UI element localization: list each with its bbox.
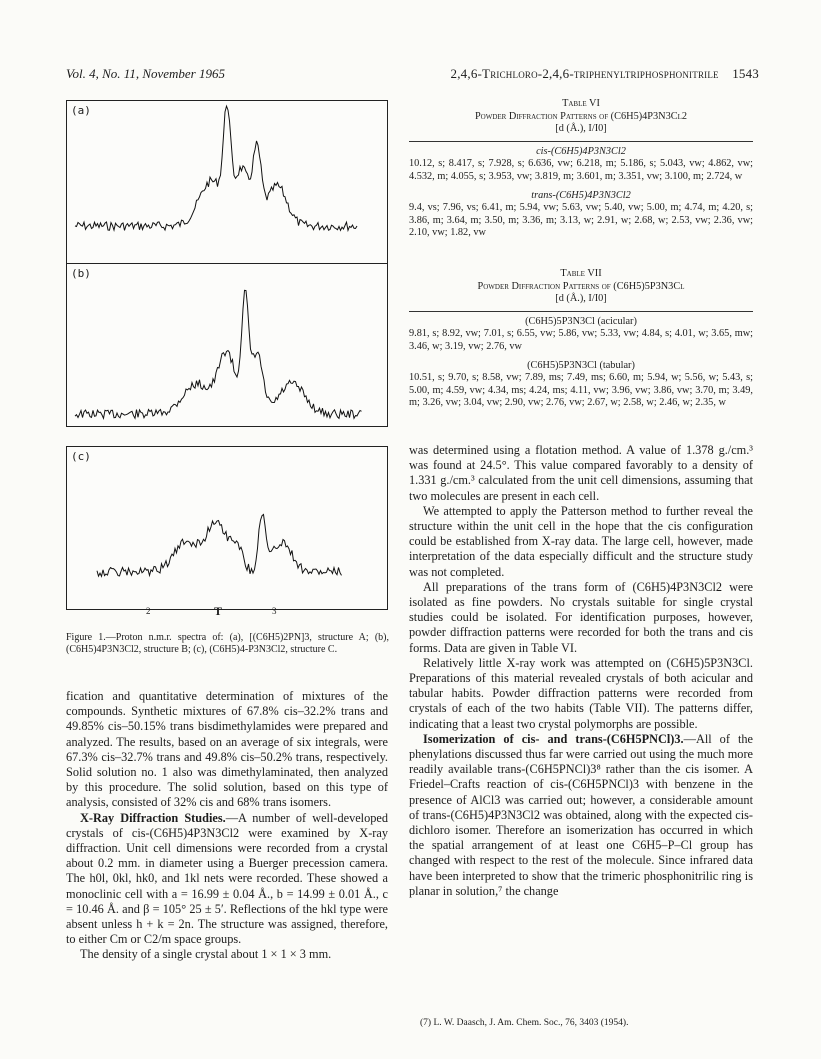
table-units: [d (Å.), I/I0] (555, 293, 607, 305)
left-column (66, 689, 388, 963)
axis-tick-2: 2 (146, 606, 151, 616)
axis-tau-marker: T (214, 604, 223, 618)
spectrum-a (67, 101, 389, 265)
spectrum-c (67, 447, 389, 611)
paragraph: We attempted to apply the Patterson method to further reveal the structure within the unit cell in the hope that the cis configuration could be established from X-ray data. The large cell, however, made interpretation of the data especially difficult and the structure study was not completed. (409, 503, 753, 579)
table-units: [d (Å.), I/I0] (555, 123, 607, 135)
table-subtitle: Powder Diffraction Patterns of (C6H5)4P3N3Cl2 (474, 110, 688, 122)
nmr-spectra-figure (66, 100, 388, 610)
table-data: 10.51, s; 9.70, s; 8.58, vw; 7.89, ms; 7.49, ms; 6.60, m; 5.94, w; 5.56, w; 5.43, s; 5.00, m; 4.59, vw; 4.34, ms; 4.24, ms; 4.11, vw; 3.96, vw; 3.86, vw; 3.70, m; 3.49, m; 3.26, vw; 3.04, vw; 2.90, vw; 2.76, vw; 2.67, w; 2.58, w; 2.46, w; 2.35, w (409, 372, 753, 409)
paragraph-text: —A number of well-developed crystals of cis-(C6H5)4P3N3Cl2 were examined by X-ray diffraction. Unit cell dimensions were recorded from a crystal about 0.2 mm. in diameter using a Buerger precession camera. The h0l, 0kl, hk0, and 1kl nets were recorded. These showed a monoclinic cell with a = 16.99 ± 0.04 Å., b = 14.99 ± 0.01 Å., c = 10.46 Å. and β = 105° 25 ± 5′. Reflections of the hkl type were absent unless h + k = 2n. The structure was assigned, therefore, to either Cm or C2/m space groups. (66, 810, 388, 947)
running-header-left: Vol. 4, No. 11, November 1965 (66, 66, 225, 81)
panel-c (66, 446, 388, 610)
table-rule (409, 141, 753, 142)
spectrum-b (67, 264, 389, 448)
table-section-label: (C6H5)5P3N3Cl (tabular) (527, 359, 635, 371)
table-data: 9.81, s; 8.92, vw; 7.01, s; 6.55, vw; 5.86, vw; 5.33, vw; 4.84, s; 4.01, w; 3.65, mw; 3.46, w; 3.19, vw; 2.76, vw (409, 328, 753, 352)
table-section-label: (C6H5)5P3N3Cl (acicular) (525, 315, 637, 327)
table-vi (409, 98, 753, 240)
paragraph (66, 811, 388, 948)
paragraph (409, 732, 753, 899)
table-data: 9.4, vs; 7.96, vs; 6.41, m; 5.94, vw; 5.63, vw; 5.40, vw; 5.00, m; 4.74, m; 4.20, s; 3.86, m; 3.64, m; 3.50, m; 3.36, m; 3.13, w; 2.91, w; 2.68, w; 2.53, vw; 2.36, vw; 2.10, vw; 1.82, vw (409, 202, 753, 239)
section-heading: Isomerization of cis- and trans-(C6H5PNCl)3. (423, 731, 684, 746)
table-vii (409, 268, 753, 410)
footnote: (7) L. W. Daasch, J. Am. Chem. Soc., 76, 3403 (1954). (420, 1018, 629, 1028)
running-title: 2,4,6-Trichloro-2,4,6-triphenyltriphosphonitrile (450, 66, 719, 81)
paragraph: fication and quantitative determination of mixtures of the compounds. Synthetic mixtures of 67.8% cis–32.2% trans and 49.85% cis–50.15% trans bisdimethylamides were prepared and analyzed. The results, based on an average of six integrals, were 67.3% cis–32.7% trans and 49.8% cis–50.2% trans, respectively. Solid solution no. 1 also was dimethylaminated, then analyzed by this procedure. The solid solution, based on this type of analysis, consisted of 32% cis and 68% trans isomers. (66, 689, 388, 810)
section-heading: X-Ray Diffraction Studies. (80, 810, 226, 825)
paragraph: was determined using a flotation method. A value of 1.378 g./cm.³ was found at 24.5°. This value compared favorably to a density of 1.331 g./cm.³ calculated from the unit cell dimensions, assuming that two molecules are present in each cell. (409, 443, 753, 503)
running-header-right (451, 66, 759, 82)
right-column (409, 443, 753, 899)
page-number: 1543 (732, 66, 759, 81)
table-title: Table VII (560, 268, 602, 279)
ppm-axis (66, 604, 388, 626)
table-data: 10.12, s; 8.417, s; 7.928, s; 6.636, vw; 6.218, m; 5.186, s; 5.043, vw; 4.862, vw; 4.532, m; 4.055, s; 3.953, vw; 3.819, m; 3.601, m; 3.351, vw; 3.100, m; 2.724, w (409, 158, 753, 182)
table-section-label: trans-(C6H5)4P3N3Cl2 (531, 189, 631, 201)
paragraph: Relatively little X-ray work was attempted on (C6H5)5P3N3Cl. Preparations of this material revealed crystals of both acicular and tabular habits. Powder diffraction patterns were recorded from crystals of each of the two habits (Table VII). The patterns differ, indicating that a least two crystal polymorphs are possible. (409, 655, 753, 731)
figure-caption: Figure 1.—Proton n.m.r. spectra of: (a), [(C6H5)2PN]3, structure A; (b), (C6H5)4P3N3Cl2, structure B; (c), (C6H5)4-P3N3Cl2, structure C. (66, 632, 389, 655)
paragraph: The density of a single crystal about 1 × 1 × 3 mm. (80, 947, 332, 962)
paragraph-text: —All of the phenylations discussed thus far were carried out using the much more readily available trans-(C6H5PNCl)3⁸ rather than the cis isomer. A Friedel–Crafts reaction of cis-(C6H5PNCl)3 with benzene in the presence of AlCl3 was carried out; however, a considerable amount of trans-(C6H5)4P3N3Cl2 was obtained, along with the expected cis-dichloro isomer. Therefore an isomerization has occurred in which the spatial arrangement of at least one C6H5–P–Cl group has changed with respect to the rest of the molecule. Since infrared data have been interpreted to show that the trimeric phosphonitrilic ring is planar in solution,⁷ the change (409, 731, 753, 898)
table-section-label: cis-(C6H5)4P3N3Cl2 (536, 145, 626, 157)
table-rule (409, 311, 753, 312)
axis-tick-3: 3 (272, 606, 277, 616)
table-title: Table VI (562, 98, 600, 109)
panel-a-label: (a) (71, 104, 91, 117)
panel-c-label: (c) (71, 450, 91, 463)
panel-b (66, 263, 388, 427)
table-subtitle: Powder Diffraction Patterns of (C6H5)5P3N3Cl (477, 280, 685, 292)
panel-a (66, 100, 388, 264)
paragraph: All preparations of the trans form of (C6H5)4P3N3Cl2 were isolated as fine powders. No crystals suitable for single crystal studies could be isolated. For identification purposes, however, powder diffraction patterns were recorded for both the trans and cis forms. Data are given in Table VI. (409, 579, 753, 655)
panel-b-label: (b) (71, 267, 91, 280)
